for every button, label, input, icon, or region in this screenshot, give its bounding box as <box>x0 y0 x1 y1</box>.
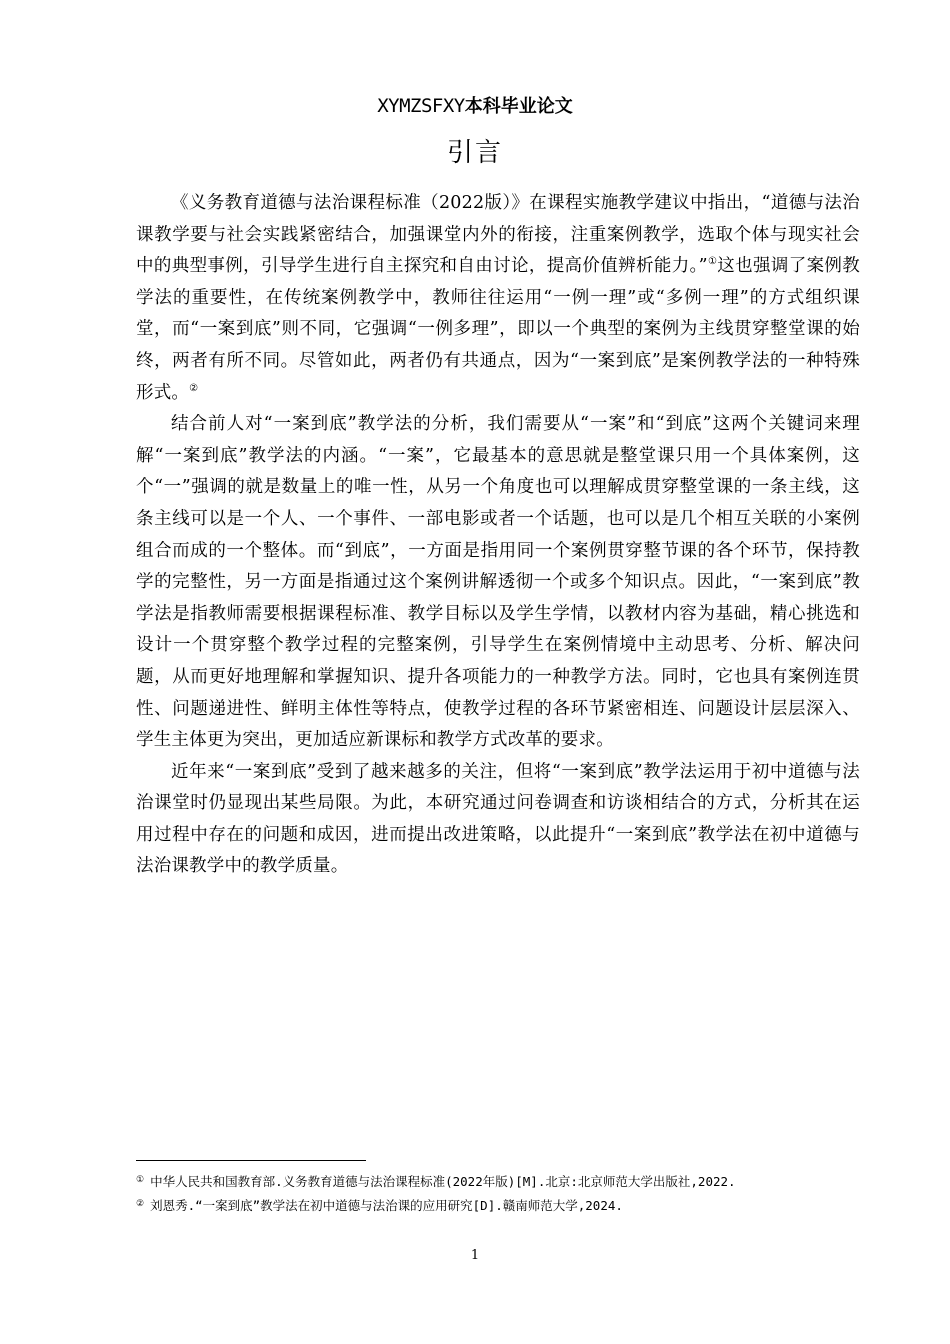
chapter-title: 引言 <box>446 138 503 168</box>
footnote-1 <box>136 1169 860 1193</box>
thesis-label: 本科毕业论文 <box>464 96 573 117</box>
footnotes <box>136 1169 860 1217</box>
footnote-2-mark: ② <box>136 1199 145 1209</box>
paragraph-1-text-a: 《义务教育道德与法治课程标准（2022版）》在课程实施教学建议中指出，“道德与法治课教学要与社会实践紧密结合，加强课堂内外的衔接，注重案例教学，选取个体与现实社会中的典型事例，引导学生进行自主探究和自由讨论，提高价值辨析能力。” <box>136 193 860 277</box>
paragraph-3: 近年来“一案到底”受到了越来越多的关注，但将“一案到底”教学法运用于初中道德与法治课堂时仍显现出某些局限。为此，本研究通过问卷调查和访谈相结合的方式，分析其在运用过程中存在的问题和成因，进而提出改进策略，以此提升“一案到底”教学法在初中道德与法治课教学中的教学质量。 <box>136 761 860 877</box>
page-number: 1 <box>470 1248 480 1263</box>
paragraph-1-text-b: 这也强调了案例教学法的重要性，在传统案例教学中，教师往往运用“一例一理”或“多例一理”的方式组织课堂，而“一案到底”则不同，它强调“一例多理”，即以一个典型的案例为主线贯穿整堂课的始终，两者有所不同。尽管如此，两者仍有共通点，因为“一案到底”是案例教学法的一种特殊形式。 <box>136 256 860 403</box>
footnote-2-text: 刘恩秀.“一案到底”教学法在初中道德与法治课的应用研究[D].赣南师范大学,2024. <box>150 1198 623 1213</box>
page-header <box>0 94 950 119</box>
footnote-separator <box>136 1160 366 1161</box>
school-code: XYMZSFXY <box>377 95 465 117</box>
footnote-1-mark: ① <box>136 1175 145 1185</box>
paragraph-2: 结合前人对“一案到底”教学法的分析，我们需要从“一案”和“到底”这两个关键词来理解“一案到底”教学法的内涵。“一案”，它最基本的意思就是整堂课只用一个具体案例，这个“一”强调的就是数量上的唯一性，从另一个角度也可以理解成贯穿整堂课的一条主线，这条主线可以是一个人、一个事件、一部电影或者一个话题，也可以是几个相互关联的小案例组合而成的一个整体。而“到底”，一方面是指用同一个案例贯穿整节课的各个环节，保持教学的完整性，另一方面是指通过这个案例讲解透彻一个或多个知识点。因此，“一案到底”教学法是指教师需要根据课程标准、教学目标以及学生学情，以教材内容为基础，精心挑选和设计一个贯穿整个教学过程的完整案例，引导学生在案例情境中主动思考、分析、解决问题，从而更好地理解和掌握知识、提升各项能力的一种教学方法。同时，它也具有案例连贯性、问题递进性、鲜明主体性等特点，使教学过程的各环节紧密相连、问题设计层层深入、学生主体更为突出，更加适应新课标和教学方式改革的要求。 <box>136 414 860 751</box>
footnote-ref-2[interactable]: ② <box>189 382 199 394</box>
body-text <box>136 188 860 883</box>
paragraph-1 <box>136 188 860 409</box>
footnote-1-text: 中华人民共和国教育部.义务教育道德与法治课程标准(2022年版)[M].北京:北京师范大学出版社,2022. <box>150 1174 736 1189</box>
footnote-2 <box>136 1193 860 1217</box>
footnote-ref-1[interactable]: ① <box>707 256 718 268</box>
